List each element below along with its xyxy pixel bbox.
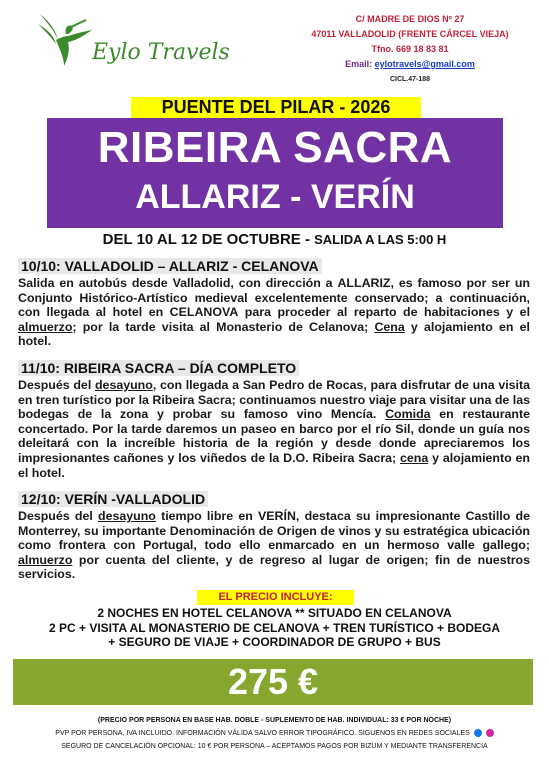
hummingbird-icon xyxy=(34,10,94,70)
day-2 xyxy=(18,360,530,480)
footer xyxy=(0,714,549,753)
day-3-text: Después del desayuno tiempo libre en VERÍN, destaca su impresionante Castillo de Monterrey, su importante Denominación de Origen de vinos y su estratégica ubicación como frontera con Portugal, todo ello enmarcado en un hermoso valle gallego; almuerzo por cuenta del cliente, y de regreso al lugar de origen; fin de nuestros servicios. xyxy=(18,509,531,582)
day-3 xyxy=(18,491,530,582)
footer-line-2-row xyxy=(0,727,549,740)
day-1-text: Salida en autobús desde Valladolid, con dirección a ALLARIZ, es famoso por ser un Conjunto Histórico-Artístico medieval excelentemente conservado; a continuación, con llegada al hotel en CELANOVA para proceder al reparto de habitaciones y el almuerzo; por la tarde visita al Monasterio de Celanova; Cena y alojamiento en el hotel. xyxy=(18,276,531,349)
day-1-heading: 10/10: VALLADOLID – ALLARIZ - CELANOVA xyxy=(18,258,322,274)
day-3-heading: 12/10: VERÍN -VALLADOLID xyxy=(18,491,208,507)
includes-list xyxy=(0,606,549,650)
email-row xyxy=(270,57,549,72)
title-line-2: ALLARIZ - VERÍN xyxy=(135,178,415,216)
brand-name: Eylo Travels xyxy=(92,40,230,65)
includes-line-2: 2 PC + VISITA AL MONASTERIO DE CELANOVA + TREN TURÍSTICO + BODEGA xyxy=(48,620,501,635)
footer-line-2: PVP POR PERSONA, IVA INCLUIDO. INFORMACIÓN VÁLIDA SALVO ERROR TIPOGRÁFICO. SIGUENOS EN REDES SOCIALES xyxy=(55,730,470,737)
address-line-1: C/ MADRE DE DIOS Nº 27 xyxy=(355,14,465,24)
phone: Tfno. 669 18 83 81 xyxy=(371,44,449,54)
departure-time: SALIDA A LAS 5:00 H xyxy=(314,232,447,247)
includes-line-1: 2 NOCHES EN HOTEL CELANOVA ** SITUADO EN CELANOVA xyxy=(97,606,452,620)
logo xyxy=(34,10,234,80)
footer-line-3: SEGURO DE CANCELACIÓN OPCIONAL: 10 € POR PERSONA – ACEPTAMOS PAGOS POR BIZUM Y MEDIANTE TRANSFERENCIA xyxy=(61,743,488,750)
day-2-text: Después del desayuno, con llegada a San Pedro de Rocas, para disfrutar de una visita en tren turístico por la Ribeira Sacra; continuamos nuestro viaje para visitar una de las bodegas de la zona y probar su famoso vino Mencía. Comida en restaurante concertado. Por la tarde daremos un paseo en barco por el río Sil, donde un guía nos deleitará con la increíble historia de la región y desde donde apreciaremos los impresionantes cañones y los viñedos de la D.O. Ribeira Sacra; cena y alojamiento en el hotel. xyxy=(18,378,530,480)
license-number: CICL.47-188 xyxy=(389,76,431,83)
day-2-heading: 11/10: RIBEIRA SACRA – DÍA COMPLETO xyxy=(18,360,299,376)
price-banner: 275 € xyxy=(13,659,533,705)
facebook-icon[interactable] xyxy=(474,729,482,737)
day-1 xyxy=(18,258,530,349)
includes-line-3: + SEGURO DE VIAJE + COORDINADOR DE GRUPO + BUS xyxy=(108,635,441,649)
event-banner: PUENTE DEL PILAR - 2026 xyxy=(131,97,421,118)
title-line-1: RIBEIRA SACRA xyxy=(97,123,453,172)
email-label: Email: xyxy=(345,59,373,69)
address-line-2: 47011 VALLADOLID (FRENTE CÁRCEL VIEJA) xyxy=(311,29,509,39)
dates-row xyxy=(0,231,549,248)
contact-block xyxy=(270,12,549,87)
date-range: DEL 10 AL 12 DE OCTUBRE - xyxy=(102,231,310,248)
title-block xyxy=(47,118,503,228)
footer-line-1: (PRECIO POR PERSONA EN BASE HAB. DOBLE - SUPLEMENTO DE HAB. INDIVIDUAL: 33 € POR NOCHE) xyxy=(97,717,452,724)
instagram-icon[interactable] xyxy=(486,729,494,737)
email-link[interactable]: eylotravels@gmail.com xyxy=(374,59,475,69)
includes-heading: EL PRECIO INCLUYE: xyxy=(197,590,354,605)
